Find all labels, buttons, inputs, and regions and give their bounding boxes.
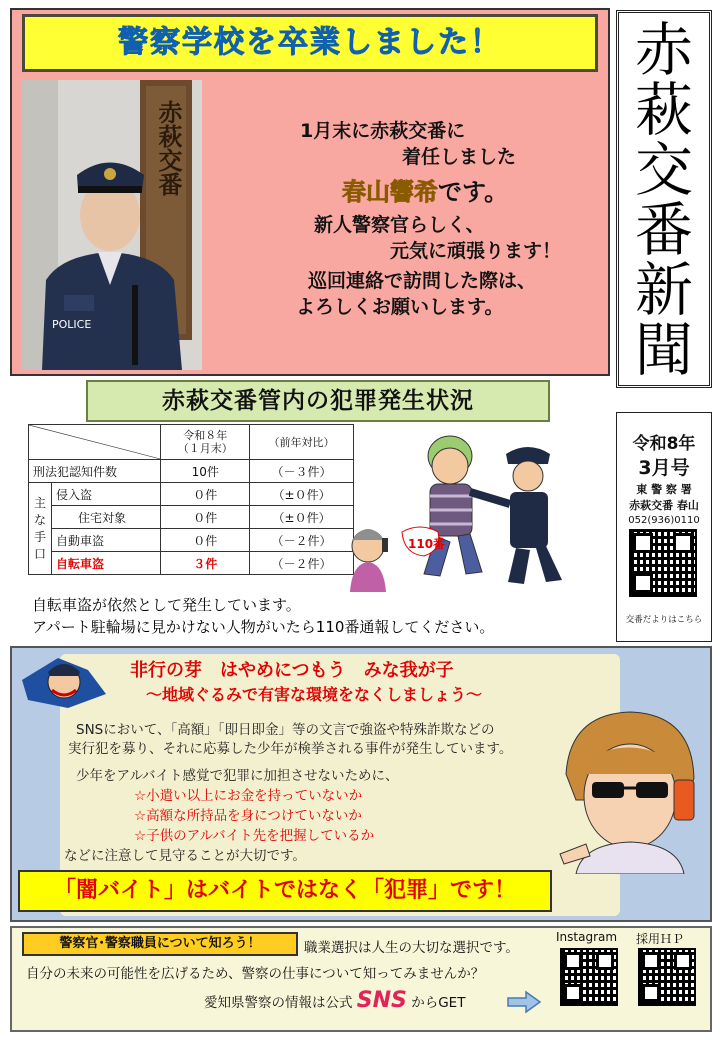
koban-qr-code[interactable] <box>629 529 697 597</box>
issue-info-box <box>616 412 712 642</box>
row-label: 自転車盗 <box>52 552 161 575</box>
row-value: ０件 <box>161 483 250 506</box>
issue-month: 3月号 <box>638 457 690 479</box>
photo-badge: POLICE <box>52 318 92 331</box>
thief-chase-illustration <box>338 414 614 594</box>
total-value: 10件 <box>161 460 250 483</box>
intro-line-2: 着任しました <box>402 146 517 168</box>
issue-koban: 赤萩交番 春山 <box>629 499 699 512</box>
officer-photo <box>22 80 202 370</box>
crime-note-2: アパート駐輪場に見かけない人物がいたら110番通報してください。 <box>32 618 495 636</box>
col-header-current <box>161 425 250 460</box>
sns-prefix: 愛知県警察の情報は公式 <box>204 995 353 1011</box>
intro-line-6: 巡回連絡で訪問した際は、 <box>308 270 537 292</box>
intro-name-line <box>342 172 508 207</box>
recruit-hp-qr-code[interactable] <box>638 948 696 1006</box>
corner-diagonal <box>29 425 160 459</box>
issue-station: 東 警 察 署 <box>636 483 692 496</box>
group-char: な <box>33 512 46 527</box>
call-bubble: 110番 <box>408 537 446 551</box>
group-char: 手 <box>33 529 46 544</box>
table-row <box>29 506 354 529</box>
crime-stats-table <box>28 424 354 575</box>
youth-subtitle: ～地域ぐるみで有害な環境をなくしましょう～ <box>146 685 483 704</box>
masthead-char: 赤 <box>634 16 693 84</box>
table-corner-cell <box>29 425 161 460</box>
intro-line-7: よろしくお願いします。 <box>296 296 504 318</box>
photo-signboard <box>148 100 184 208</box>
youth-text-3: 少年をアルバイト感覚で犯罪に加担させないために、 <box>76 768 399 784</box>
recruitment-text-2: 自分の未来の可能性を広げるため、警察の仕事について知ってみませんか？ <box>26 966 485 982</box>
crime-heading: 赤萩交番管内の犯罪発生状況 <box>86 380 550 422</box>
recruit-hp-label: 採用ＨＰ <box>636 932 685 946</box>
row-change: （－２件） <box>250 529 354 552</box>
masthead-char: 番 <box>634 196 693 264</box>
intro-line-1: 1月末に赤萩交番に <box>300 120 466 142</box>
youth-text-4: などに注意して見守ることが大切です。 <box>64 848 306 864</box>
instagram-label: Instagram <box>556 930 618 944</box>
row-label: 住宅対象 <box>52 506 161 529</box>
recruitment-label: 警察官･警察職員について知ろう！ <box>22 932 298 956</box>
sns-line <box>204 988 465 1013</box>
total-change: （－３件） <box>250 460 354 483</box>
table-row <box>29 460 354 483</box>
table-row <box>29 552 354 575</box>
youth-title: 非行の芽 はやめにつもう みな我が子 <box>130 660 454 681</box>
crime-note-1: 自転車盗が依然として発生しています。 <box>32 596 301 614</box>
photo-signboard-text: 赤萩交番 <box>154 100 182 196</box>
masthead-char: 新 <box>634 256 693 324</box>
intro-line-5: 元気に頑張ります！ <box>390 240 562 262</box>
table-row <box>29 529 354 552</box>
arrow-right-icon <box>506 990 542 1014</box>
group-char: 主 <box>33 495 46 510</box>
dark-job-warning-banner: 「闇バイト」はバイトではなく「犯罪」です！ <box>18 870 552 912</box>
row-value: ３件 <box>161 552 250 575</box>
intro-line-4: 新人警察官らしく、 <box>314 214 485 236</box>
issue-phone: 052(936)0110 <box>628 515 700 526</box>
masthead-title <box>616 10 712 388</box>
issue-era: 令和8年 <box>632 434 696 454</box>
sns-word: SNS <box>356 988 407 1013</box>
youth-check-3: ☆子供のアルバイト先を把握しているか <box>134 828 375 844</box>
table-row <box>29 483 354 506</box>
officer-name-suffix: です。 <box>438 178 509 206</box>
row-value: ０件 <box>161 506 250 529</box>
sns-suffix: からGET <box>411 995 466 1011</box>
group-char: 口 <box>33 546 46 561</box>
total-label: 刑法犯認知件数 <box>29 460 161 483</box>
masthead-char: 萩 <box>634 76 693 144</box>
police-mascot-icon <box>18 650 110 712</box>
graduation-headline: 警察学校を卒業しました！ <box>22 14 598 72</box>
youth-check-1: ☆小遣い以上にお金を持っていないか <box>134 788 363 804</box>
row-label: 侵入盗 <box>52 483 161 506</box>
instagram-qr-code[interactable] <box>560 948 618 1006</box>
officer-name: 春山響希 <box>342 178 438 206</box>
youth-text-1: SNSにおいて、「高額」「即日即金」等の文言で強盗や特殊詐欺などの <box>76 722 495 738</box>
youth-with-phone-illustration <box>556 704 706 874</box>
row-change: （－２件） <box>250 552 354 575</box>
qr-caption: 交番だよりはこちら <box>625 615 703 625</box>
row-label: 自動車盗 <box>52 529 161 552</box>
youth-text-2: 実行犯を募り、それに応募した少年が検挙される事件が発生しています。 <box>68 741 513 757</box>
recruitment-text-1: 職業選択は人生の大切な選択です。 <box>304 940 519 956</box>
col-header-prev: （前年対比） <box>250 425 354 460</box>
masthead-char: 聞 <box>634 316 693 384</box>
table-header-row <box>29 425 354 460</box>
group-label <box>29 483 52 575</box>
col-header-current-line1: 令和８年 <box>183 429 228 442</box>
row-change: （±０件） <box>250 506 354 529</box>
row-value: ０件 <box>161 529 250 552</box>
row-change: （±０件） <box>250 483 354 506</box>
masthead-char: 交 <box>634 136 693 204</box>
col-header-current-line2: （１月末） <box>177 442 233 455</box>
youth-check-2: ☆高額な所持品を身につけていないか <box>134 808 362 824</box>
